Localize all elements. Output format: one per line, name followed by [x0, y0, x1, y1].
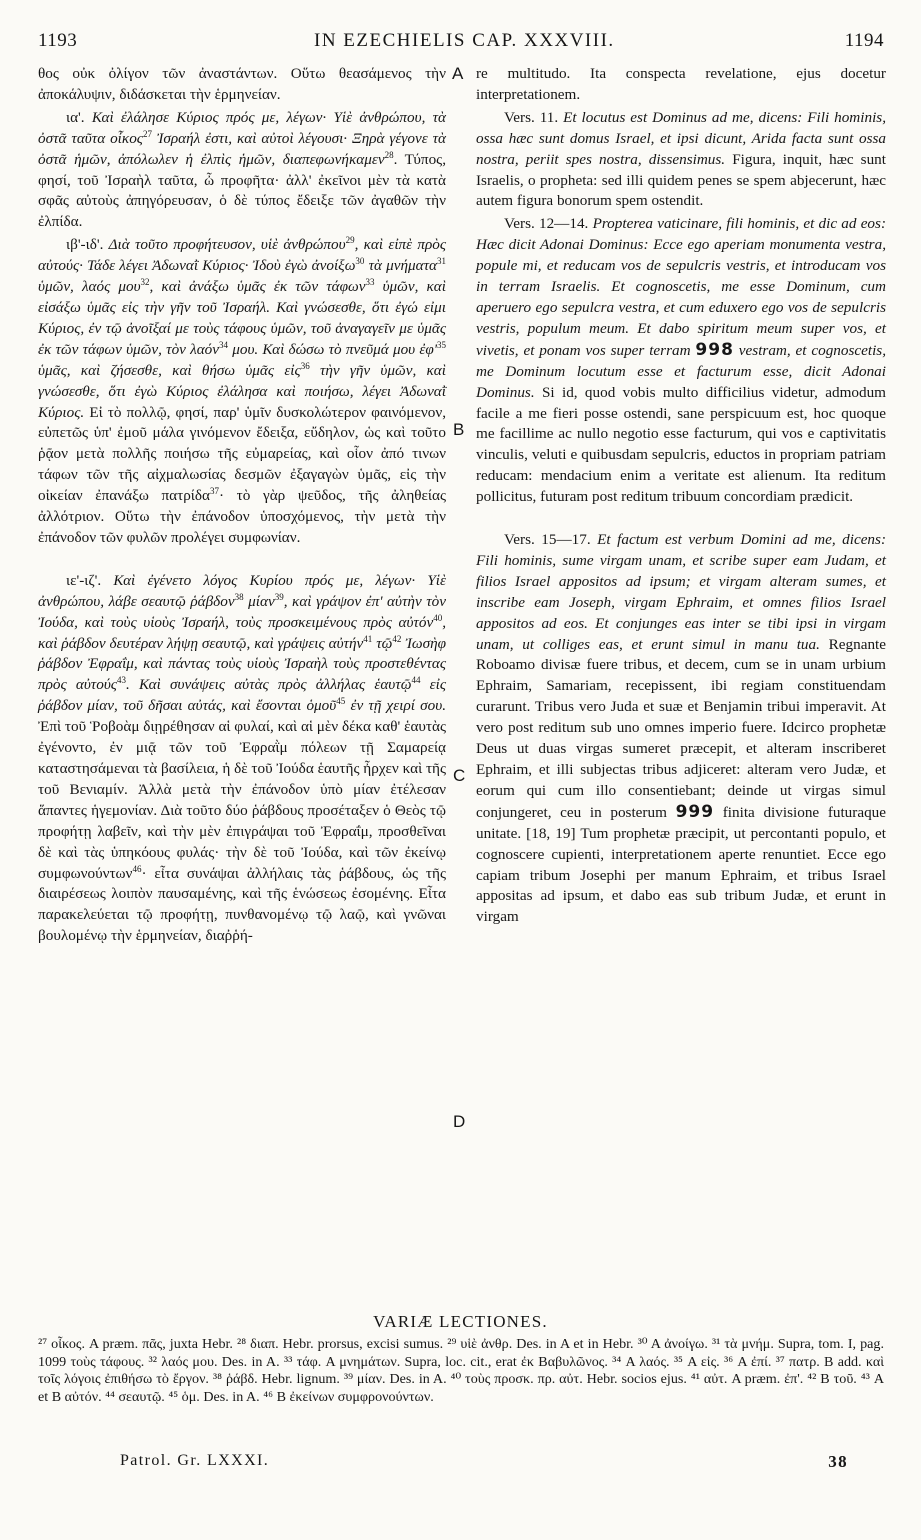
note-ref: 44 [411, 675, 421, 686]
scripture-text: μίαν [248, 592, 275, 610]
note-ref: 33 [365, 277, 375, 287]
scripture-text: Et factum est verbum Domini ad me, dicens: Fili hominis, sume virgam unam, et scribe super eam Judam, et filios Israel appositos ad ipsum; et virgam alteram sumes, et inscribe eam Joseph, virgam Ephraim, et omnes filios Israel appositos ad eos. Et conjunges eas inter se tibi ipsi in virgam unam, ut colliges eas, et erunt simul in manu tua. [476, 531, 886, 653]
note-ref: 32 [140, 277, 150, 287]
verse-label: Vers. 11. [504, 108, 559, 126]
scripture-text: , καὶ ἀνάξω ὑμᾶς ἐκ τῶν τάφων [149, 278, 366, 296]
scripture-text: . Καὶ συνάψεις αὐτὰς πρὸς ἀλλήλας ἑαυτῷ [125, 676, 412, 694]
note-ref: 45 [336, 696, 346, 707]
page-footer [120, 1452, 848, 1476]
commentary-text: finita divisione futuraque unitate. [18, 19] Tum prophetæ præcipit, ut percontanti populo, et cognoscere cupienti, interpretationem aperte renuntiet. Ecce ego capiam tribum Josephi per manum Ephraim, et tribus Israel appositas ad ipsum, et dabo eas sub tribum Judæ, et erunt in virgam [476, 803, 887, 926]
verse-label: Vers. 12—14. [504, 215, 589, 233]
margin-letter-c: C [453, 766, 466, 785]
verse-label: Vers. 15—17. [504, 531, 591, 549]
note-ref: 43 [116, 675, 126, 686]
scripture-text: εἰς ῥάβδον μίαν, τοῦ δῆσαι αὐτάς, καὶ ἔσονται ὁμοῦ [38, 676, 447, 715]
signature-mark: Patrol. Gr. LXXXI. [120, 1452, 270, 1469]
latin-paragraph-2 [476, 214, 886, 508]
latin-column [476, 64, 886, 928]
verse-number: ια'. [66, 108, 85, 126]
note-ref: 40 [433, 612, 443, 623]
scripture-text: , καὶ ῥάβδον δευτέραν λήψῃ σεαυτῷ, καὶ γράψεις αὐτήν [38, 613, 446, 652]
commentary-text: Ἐπὶ τοῦ Ῥοβοὰμ διῃρέθησαν αἱ φυλαί, καὶ αἱ μὲν δέκα καθ' ἑαυτὰς ἐγένοντο, ἐν μιᾷ τῶν τοῦ Ἐφραῒμ πόλεων τῇ Σαμαρείᾳ καταστησάμεναι τὰ βασίλεια, ἡ δὲ τοῦ Ἰούδα ἑαυτῆς ἦρχεν καὶ τῆς τοῦ Βενιαμίν. Ἀλλὰ μετὰ τὴν ἐπάνοδον ὑπὸ μίαν ἐτέλεσαν ἅπαντες ἡγεμονίαν. Διὰ τοῦτο δύο ῥάβδους προσέταξεν ὁ Θεὸς τῷ προφήτῃ λαβεῖν, καὶ τὴν μὲν ἐπιγράψαι τοῦ Ἐφραΐμ, προσθεῖναι δὲ καὶ τὰς ὑπηκόους φυλάς· τὴν δὲ τοῦ Ἰούδα, καὶ τῶν ἐκείνῳ συμφωνούντων [38, 718, 447, 882]
note-ref: 38 [234, 591, 244, 602]
running-title: IN EZECHIELIS CAP. XXXVIII. [314, 30, 615, 51]
scripture-text: Καὶ ἐλάλησε Κύριος πρός με, λέγων· Υἱὲ ἀνθρώπου, τὰ ὀστᾶ ταῦτα οἶκος [38, 108, 447, 147]
scripture-text: , καὶ εἰπὲ πρὸς αὐτούς· Τάδε λέγει Ἀδωναῒ Κύριος· Ἰδοὺ ἐγὼ ἀνοίξω [38, 236, 447, 275]
greek-paragraph-2 [38, 235, 446, 549]
scripture-text: Ἰσραήλ ἐστι, καὶ αὐτοὶ λέγουσι· Ξηρὰ γέγονε τὰ ὀστᾶ ἡμῶν, ἀπόλωλεν ἡ ἐλπὶς ἡμῶν, διαπεφωνήκαμεν [38, 129, 446, 168]
greek-paragraph-3 [38, 571, 446, 947]
commentary-text: . Τύπος, φησί, τοῦ Ἰσραὴλ ταῦτα, ὦ προφῆτα· ἀλλ' ἐκεῖνοι μὲν τὰ κατὰ σφᾶς αὐτοὺς ἀπηγόρευσαν, ὁ δὲ τύπος ἔδειξε τῶν ἀγαθῶν τὴν ἐλπίδα. [38, 150, 446, 231]
note-ref: 42 [392, 633, 402, 644]
commentary-text: · τὸ γὰρ ψεῦδος, τῆς ἀληθείας ἀλλότριον. Οὕτω τὴν ἐπάνοδον ὑποσχόμενος, τὴν μετὰ τὴν ἐπάνοδον τῶν φυλῶν προλέγει συμφωνίαν. [38, 487, 446, 546]
note-ref: 46 [132, 863, 142, 874]
scripture-text: ὑμᾶς, καὶ ζήσεσθε, καὶ θήσω ὑμᾶς εἰς [38, 361, 301, 379]
scripture-text: Et locutus est Dominus ad me, dicens: Fili hominis, ossa hæc sunt domus Israel, et ipsi dicunt, Arida facta sunt ossa nostra, periit spes nostra, dissensimus. [476, 108, 886, 168]
variae-lectiones-text: ²⁷ οἶκος. A præm. πᾶς, juxta Hebr. ²⁸ διαπ. Hebr. prorsus, excisi sumus. ²⁹ υἱὲ ἀνθρ. Des. in A et in Hebr. ³⁰ A ἀνοίγω. ³¹ τὰ μνήμ. Supra, tom. I, pag. 1099 τοὺς τάφους. ³² λαός μου. Des. in A. ³³ τάφ. A μνημάτων. Supra, loc. cit., erat ἐκ Βαβυλῶνος. ³⁴ A λαός. ³⁵ A εἰς. ³⁶ A ἐπί. ³⁷ πατρ. B add. καὶ τοῖς λόγοις ἐπιθήσω τὸ ἔργον. ³⁸ ῥάβδ. Hebr. lignum. ³⁹ μίαν. Des. in A. ⁴⁰ τοὺς προσκ. πρ. αὐτ. Hebr. socios ejus. ⁴¹ αὐτ. A præm. ἐπ'. ⁴² B τοῦ. ⁴³ A et B αὐτόν. ⁴⁴ σεαυτῷ. ⁴⁵ ὁμ. Des. in A. ⁴⁶ B ἐκείνων συμφρονούντων. [38, 1336, 884, 1405]
scripture-text: vestram, et cognoscetis, me Dominum locutum esse et facturum esse, dicit Adonai Dominus. [476, 341, 887, 401]
scripture-text: τῷ [376, 634, 393, 652]
scripture-text: τὰ μνήματα [368, 257, 438, 275]
note-ref: 34 [219, 339, 229, 350]
commentary-text: Εἰ τὸ πολλῷ, φησί, παρ' ὑμῖν δυσκολώτερον φαινόμενον, εὐπετῶς ὑπ' ἐμοῦ μάλα γινόμενον ἔδειξα, εὔδηλον, ὡς καὶ τοῦτο ῥᾷον μετὰ πολλῆς ποιήσω τῆς εὐμαρείας, καὶ οἷον ἀπό τινων τάφων τῶν τῆς αἰχμαλωσίας δεσμῶν ἐξαγαγὼν ὑμᾶς, εἰς τὴν οἰκείαν ἐπανάξω πατρίδα [38, 403, 447, 505]
greek-paragraph-0: θος οὐκ ὀλίγον τῶν ἀναστάντων. Οὕτω θεασάμενος τὴν ἀποκάλυψιν, διδάσκεται τὴν ἑρμηνείαν. [38, 65, 446, 103]
running-header [38, 30, 884, 56]
left-page-number: 1193 [38, 30, 78, 51]
scripture-text: , καὶ γράψον ἐπ' αὐτὴν τὸν Ἰούδα, καὶ τοὺς υἱοὺς Ἰσραήλ, τοὺς προσκειμένους πρὸς αὐτόν [38, 592, 447, 631]
latin-paragraph-1 [476, 108, 886, 213]
note-ref: 37 [209, 486, 219, 497]
column-number: 999 [675, 801, 715, 822]
scripture-text: ἐν τῇ χειρί σου. [350, 697, 447, 715]
scripture-text: ὑμῶν, καὶ εἰσάξω ὑμᾶς εἰς τὴν γῆν τοῦ Ἰσραήλ. Καὶ γνώσεσθε, ὅτι ἐγώ εἰμι Κύριος, ἐν τῷ ἀνοῖξαί με τοὺς τάφους ὑμῶν, τοῦ ἀναγαγεῖν με ὑμᾶς ἐκ τῶν τάφων ὑμῶν, τὸν λαόν [38, 278, 446, 358]
right-page-number: 1194 [844, 30, 884, 51]
verse-number: ιε'-ιζ'. [66, 571, 102, 589]
greek-paragraph-1 [38, 108, 446, 233]
note-ref: 36 [300, 360, 310, 371]
scripture-text: τὴν γῆν ὑμῶν, καὶ γνώσεσθε, ὅτι ἐγὼ Κύριος ἐλάλησα καὶ ποιήσω, λέγει Ἀδωναῒ Κύριος. [38, 361, 446, 421]
margin-letter-d: D [453, 1112, 466, 1131]
note-ref: 29 [345, 235, 355, 246]
note-ref: 35 [437, 339, 446, 350]
note-ref: 28 [384, 149, 394, 160]
note-ref: 31 [437, 256, 447, 267]
scripture-text: Καὶ ἐγένετο λόγος Κυρίου πρός με, λέγων· Υἱὲ ἀνθρώπου, λάβε σεαυτῷ ῥάβδον [38, 571, 446, 610]
note-ref: 27 [142, 128, 152, 139]
commentary-text: · εἶτα συνάψαι ἀλλήλαις τὰς ῥάβδους, ὡς τῆς διαιρέσεως λοιπὸν παυσαμένης, καὶ τῆς ἑνώσεως ἐσομένης. Εἶτα παρακελεύεται τῷ προφήτῃ, πυνθανομένῳ τῷ λαῷ, καὶ γνῶναι βουλομένῳ τὴν ἑρμηνείαν, διαῤῥή- [38, 864, 446, 945]
margin-letter-a: A [452, 64, 464, 83]
gathering-number: 38 [828, 1452, 848, 1471]
scripture-text: ὑμῶν, λαός μου [38, 278, 141, 296]
commentary-text: Si id, quod vobis multo difficilius videtur, admodum facile a me fieri posse ostendi, sane perspicuum est, hoc quoque me facillime ac nullo negotio esse facturum, qui vos e captivitatis vinculis, veluti e quibusdam sepulcris, eductos in propriam patriam reducam: mendacium enim a veritate est alienum. Ita reditum pollicitus, futuram post reditum tribuum concordiam prædicit. [476, 383, 886, 506]
greek-column [38, 64, 446, 947]
scripture-text: Ἰωσὴφ ῥάβδον Ἐφραΐμ, καὶ πάντας τοὺς υἱοὺς Ἰσραὴλ τοὺς προστεθέντας πρὸς αὐτούς [38, 634, 447, 694]
latin-paragraph-0: re multitudo. Ita conspecta revelatione, ejus docetur interpretationem. [476, 65, 886, 103]
note-ref: 39 [274, 591, 284, 602]
scripture-text: Propterea vaticinare, fili hominis, et dic ad eos: Hæc dicit Adonai Dominus: Ecce ego aperiam monumenta vestra, popule mi, et reducam vos de sepulcris vestris, et introducam vos in terram Israelis. Et cognoscetis, me esse Dominum, cum aperuero ego sepulcra vestra, et cum eduxero ego vos de sepulcris vestris, populum meum. Et dabo spiritum meum super vos, et vivetis, et ponam vos super terram [476, 215, 886, 359]
note-ref: 30 [355, 256, 365, 267]
verse-number: ιβ'-ιδ'. [66, 236, 104, 254]
commentary-text: Figura, inquit, hæc sunt Israelis, o propheta: sed illi quidem penes se spem abjecerunt, hæc autem figura bonorum spem ostendit. [476, 150, 886, 210]
column-number: 998 [695, 339, 734, 360]
scripture-text: μου. Καὶ δώσω τὸ πνεῦμά μου ἐφ' [232, 340, 437, 358]
note-ref: 41 [363, 633, 373, 644]
latin-paragraph-3 [476, 530, 886, 928]
margin-letter-b: B [453, 420, 465, 439]
scripture-text: Διὰ τοῦτο προφήτευσον, υἱὲ ἀνθρώπου [108, 236, 346, 254]
commentary-text: Regnante Roboamo divisæ fuere tribus, et decem, cum se in unam urbium Ephraim, Samariam, recepissent, ibi regiam constituendam curarunt. Tribus vero Juda et suæ et Benjamin tribui imperavit. At vero post reditum sub uno omnes imperio fuere. Idcirco prophetæ Deus ut duas virgas sumeret præcepit, et alteram inscriberet Ephraim, et illi subjectas tribus adjiceret: alteram vero Judæ, et eorum qui cum illo consentiebant; deinde ut virgas simul conjungeret, ceu in posterum [476, 635, 886, 821]
variae-lectiones-heading: VARIÆ LECTIONES. [373, 1312, 548, 1331]
